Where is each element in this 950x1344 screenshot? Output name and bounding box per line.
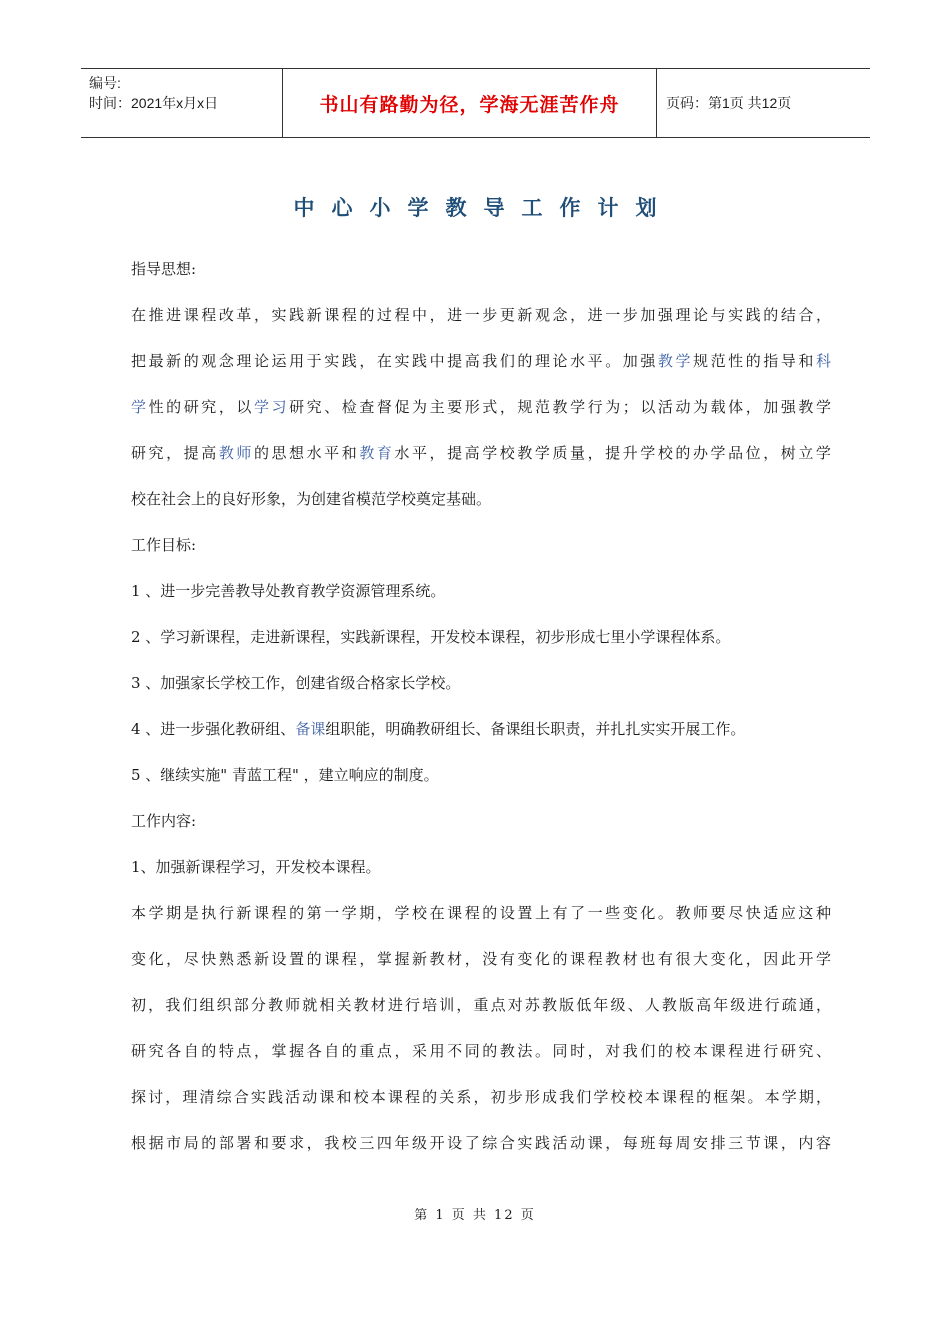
header-meta (81, 69, 282, 137)
paragraph-line (131, 348, 831, 394)
link-kexue-part1[interactable]: 科 (815, 352, 831, 370)
text-run: 水平，提高学校教学质量，提升学校的办学品位，树立学 (394, 444, 831, 462)
section-heading: 工作目标: (131, 536, 197, 554)
list-item (131, 716, 831, 762)
link-jiaoxue[interactable]: 教学 (657, 352, 694, 370)
list-item: 1 、进一步完善教导处教育教学资源管理系统。 (131, 582, 446, 600)
paragraph-line (131, 440, 831, 486)
link-jiaoyu[interactable]: 教育 (359, 444, 395, 462)
section-heading: 指导思想: (131, 260, 197, 278)
text-run: 规范性的指导和 (693, 352, 816, 370)
link-xuexi[interactable]: 学习 (253, 398, 290, 416)
link-jiaoshi[interactable]: 教师 (218, 444, 254, 462)
text-run: 性的研究，以 (148, 398, 254, 416)
document-title: 中心小学教导工作计划 (293, 196, 674, 220)
header-motto: 书山有路勤为径，学海无涯苦作舟 (282, 69, 657, 137)
text-run: 4 、进一步强化教研组、 (131, 720, 296, 738)
text-run: 组职能，明确教研组长、备课组长职责，并扎扎实实开展工作。 (325, 720, 746, 738)
text-run: 研究，提高 (131, 444, 219, 462)
subsection-heading: 1、加强新课程学习，开发校本课程。 (131, 858, 381, 876)
text-run: 的思想水平和 (253, 444, 360, 462)
list-item: 3 、加强家长学校工作，创建省级合格家长学校。 (131, 674, 461, 692)
section-heading: 工作内容: (131, 812, 197, 830)
paragraph-line: 变化，尽快熟悉新设置的课程，掌握新教材，没有变化的课程教材也有很大变化，因此开学 (131, 950, 831, 968)
list-item: 5 、继续实施" 青蓝工程" ，建立响应的制度。 (131, 766, 439, 784)
paragraph-line: 研究各自的特点，掌握各自的重点，采用不同的教法。同时，对我们的校本课程进行研究、 (131, 1042, 831, 1060)
paragraph-line: 根据市局的部署和要求，我校三四年级开设了综合实践活动课，每班每周安排三节课，内容 (131, 1134, 831, 1152)
paragraph-line: 校在社会上的良好形象，为创建省模范学校奠定基础。 (131, 490, 492, 508)
paragraph-line: 在推进课程改革，实践新课程的过程中，进一步更新观念，进一步加强理论与实践的结合， (131, 306, 831, 324)
document-body (131, 256, 831, 1176)
paragraph-line: 探讨，理清综合实践活动课和校本课程的关系，初步形成我们学校校本课程的框架。本学期， (131, 1088, 831, 1106)
paragraph-line (131, 394, 831, 440)
time-label: 时间：2021年x月x日 (89, 95, 219, 111)
link-beike[interactable]: 备课 (295, 720, 326, 738)
page-header (81, 68, 870, 138)
text-run: 研究、检查督促为主要形式，规范教学行为；以活动为载体，加强教学 (289, 398, 831, 416)
text-run: 把最新的观念理论运用于实践，在实践中提高我们的理论水平。加强 (131, 352, 658, 370)
header-page-info: 页码：第1页 共12页 (666, 95, 792, 111)
list-item: 2 、学习新课程，走进新课程，实践新课程，开发校本课程，初步形成七里小学课程体系。 (131, 628, 731, 646)
page-footer: 第 1 页 共 12 页 (414, 1208, 536, 1223)
paragraph-line: 本学期是执行新课程的第一学期，学校在课程的设置上有了一些变化。教师要尽快适应这种 (131, 904, 831, 922)
link-kexue-part2[interactable]: 学 (131, 398, 149, 416)
serial-label: 编号: (89, 75, 121, 91)
paragraph-line: 初，我们组织部分教师就相关教材进行培训，重点对苏教版低年级、人教版高年级进行疏通， (131, 996, 831, 1014)
